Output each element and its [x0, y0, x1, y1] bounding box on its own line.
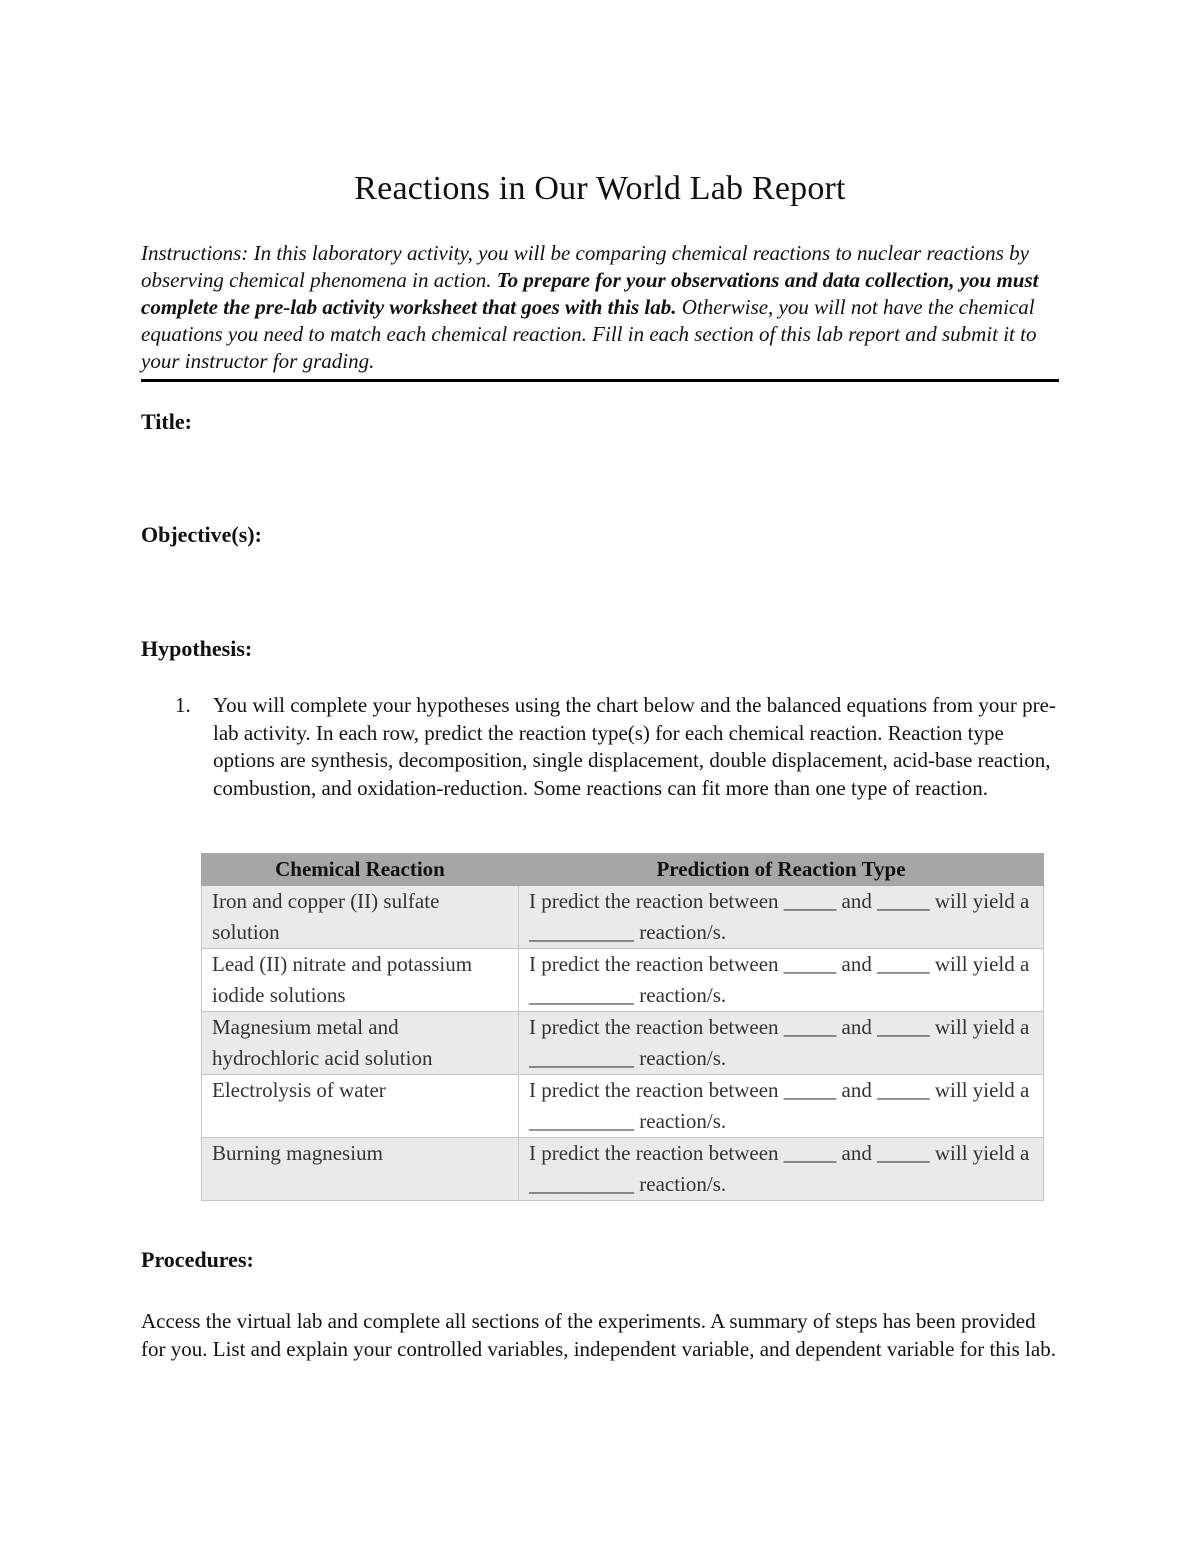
title-section-heading: Title: — [141, 409, 192, 434]
prediction-cell[interactable]: I predict the reaction between _____ and _____ will yield a __________ reaction/s. — [519, 886, 1044, 949]
prediction-cell[interactable]: I predict the reaction between _____ and _____ will yield a __________ reaction/s. — [519, 1075, 1044, 1138]
reaction-cell: Electrolysis of water — [202, 1075, 519, 1138]
reaction-cell: Magnesium metal and hydrochloric acid solution — [202, 1012, 519, 1075]
reaction-cell: Iron and copper (II) sulfate solution — [202, 886, 519, 949]
instructions-intro: Instructions: In this laboratory activity, you will be comparing chemical reactions to nuclear reactions by observing chemical phenomena in action. — [141, 241, 1029, 292]
table-row — [202, 1075, 1044, 1138]
procedures-paragraph: Access the virtual lab and complete all sections of the experiments. A summary of steps has been provided for you. List and explain your controlled variables, independent variable, and dependent variable for this lab. — [141, 1309, 1056, 1361]
procedures-section-heading: Procedures: — [141, 1247, 254, 1272]
table-row — [202, 1012, 1044, 1075]
reaction-cell: Burning magnesium — [202, 1138, 519, 1201]
header-chemical-reaction: Chemical Reaction — [202, 854, 519, 886]
table-row — [202, 1138, 1044, 1201]
reaction-cell: Lead (II) nitrate and potassium iodide solutions — [202, 949, 519, 1012]
instructions-emphasis: To prepare for your observations and data collection, you must complete the pre-lab activity worksheet that goes with this lab. — [141, 268, 1039, 319]
prediction-cell[interactable]: I predict the reaction between _____ and _____ will yield a __________ reaction/s. — [519, 1012, 1044, 1075]
document-title: Reactions in Our World Lab Report — [354, 170, 846, 207]
prediction-table — [201, 853, 1044, 1201]
hypothesis-section-heading: Hypothesis: — [141, 636, 253, 661]
instructions-closing: Otherwise, you will not have the chemical equations you need to match each chemical reaction. Fill in each section of this lab report and submit it to your instructor for grading. — [141, 295, 1037, 373]
list-item-text: You will complete your hypotheses using the chart below and the balanced equations from your pre-lab activity. In each row, predict the reaction type(s) for each chemical reaction. Reaction type options are synthesis, decomposition, single displacement, double displacement, acid-base reaction, combustion, and oxidation-reduction. Some reactions can fit more than one type of reaction. — [213, 693, 1056, 800]
table-row — [202, 949, 1044, 1012]
instructions-paragraph — [141, 240, 1059, 382]
table-header-row — [202, 854, 1044, 886]
table-row — [202, 886, 1044, 949]
prediction-cell[interactable]: I predict the reaction between _____ and _____ will yield a __________ reaction/s. — [519, 949, 1044, 1012]
prediction-cell[interactable]: I predict the reaction between _____ and _____ will yield a __________ reaction/s. — [519, 1138, 1044, 1201]
header-prediction: Prediction of Reaction Type — [519, 854, 1044, 886]
objective-section-heading: Objective(s): — [141, 522, 262, 547]
list-item-number: 1. — [175, 693, 191, 717]
